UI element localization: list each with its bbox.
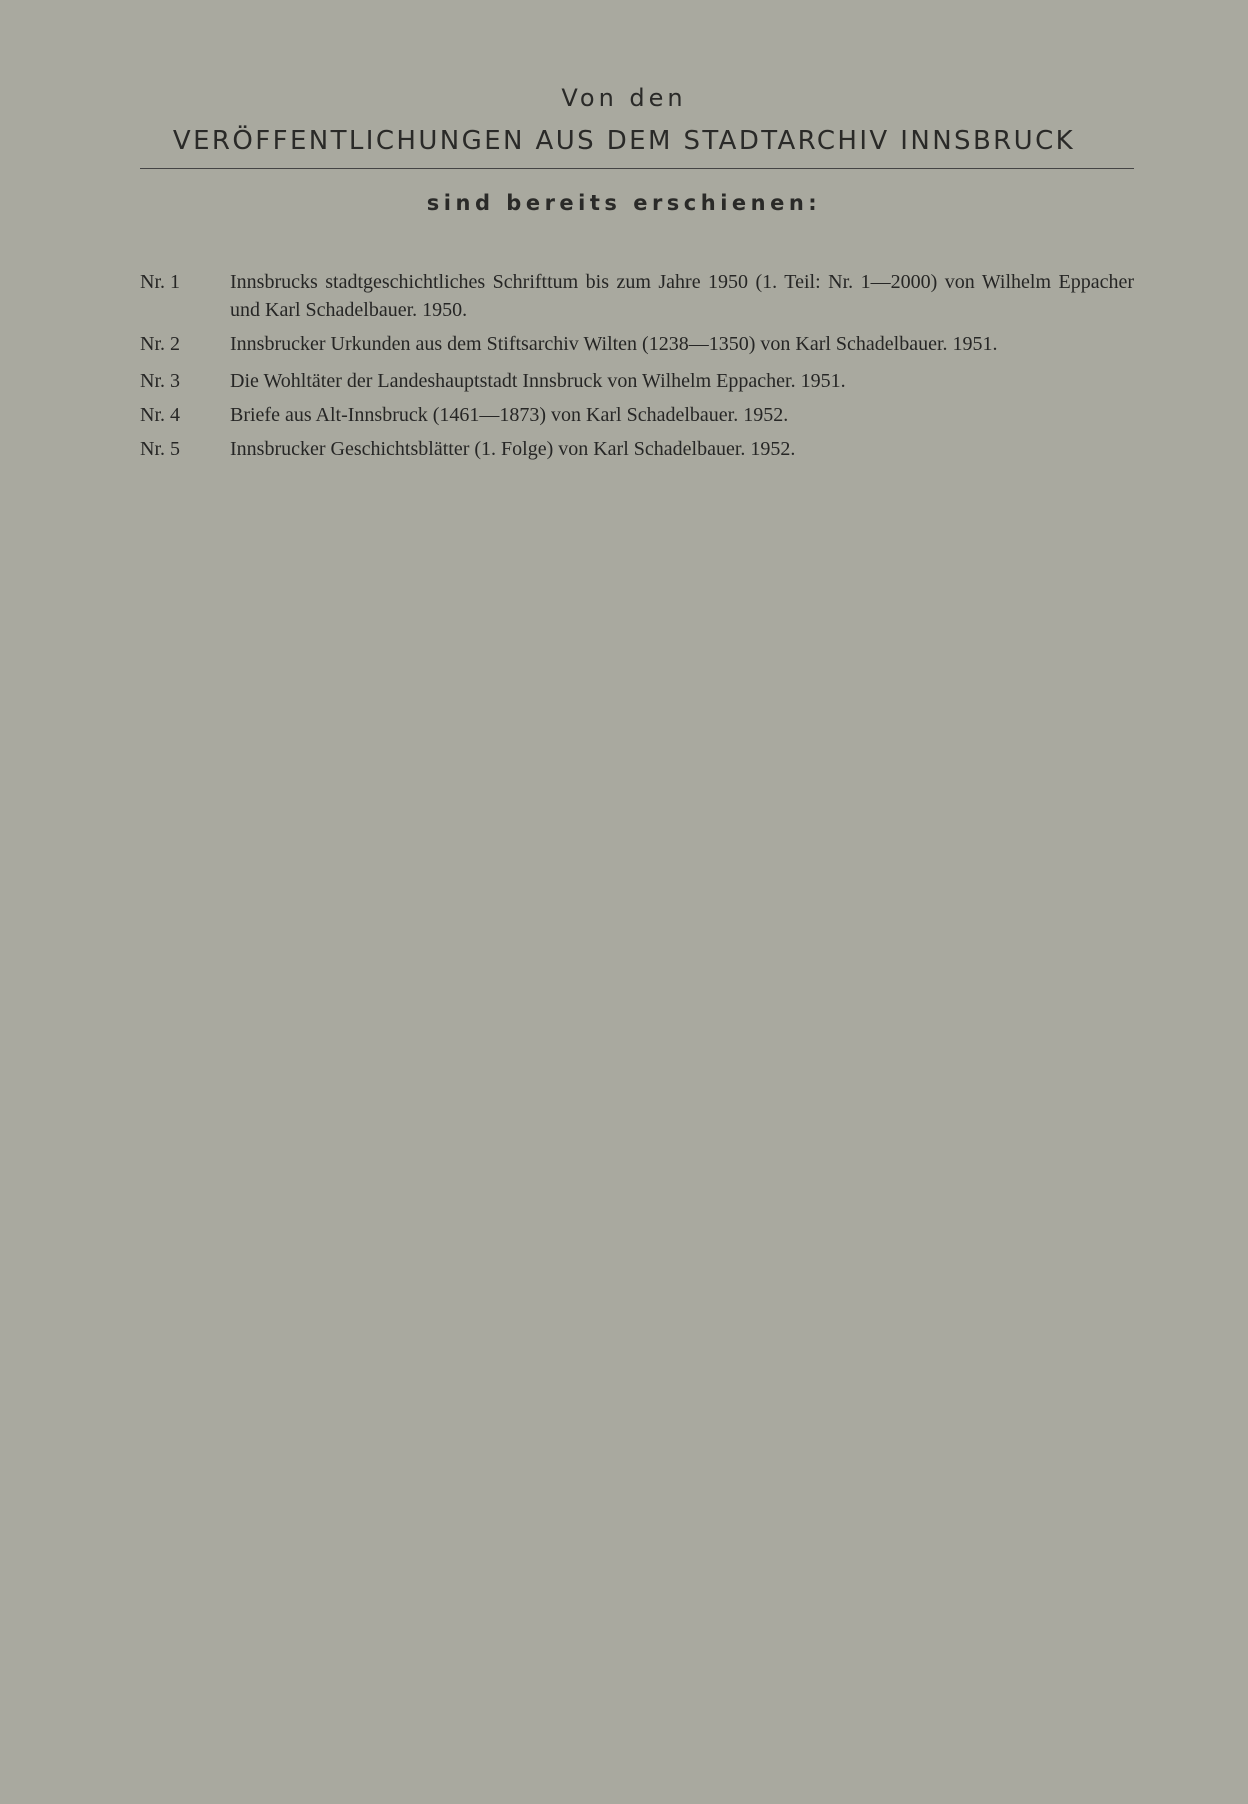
entry-text: Innsbrucker Urkunden aus dem Stiftsarchiv Wilten (1238—1350) von Karl Schadelbauer. 1951.	[230, 333, 998, 355]
entry-number: Nr. 3	[140, 370, 180, 392]
series-subtitle: sind bereits erschienen:	[426, 191, 822, 215]
list-item	[140, 330, 1134, 358]
top-divider	[140, 168, 1134, 169]
entry-text: Die Wohltäter der Landeshauptstadt Innsbruck von Wilhelm Eppacher. 1951.	[230, 370, 846, 392]
publication-list	[140, 268, 1134, 469]
entry-number: Nr. 4	[140, 404, 180, 426]
series-title: VERÖFFENTLICHUNGEN AUS DEM STADTARCHIV INNSBRUCK	[172, 126, 1076, 156]
entry-text: Innsbrucks stadtgeschichtliches Schrifttum bis zum Jahre 1950 (1. Teil: Nr. 1—2000) von Wilhelm Eppacher und Karl Schadelbauer. 1950.	[230, 271, 1134, 321]
intro-line: Von den	[561, 84, 687, 112]
list-item	[140, 401, 1134, 429]
entry-number: Nr. 5	[140, 438, 180, 460]
entry-text: Briefe aus Alt-Innsbruck (1461—1873) von Karl Schadelbauer. 1952.	[230, 404, 789, 426]
entry-number: Nr. 1	[140, 271, 180, 293]
list-item	[140, 435, 1134, 463]
list-item	[140, 268, 1134, 324]
entry-number: Nr. 2	[140, 333, 180, 355]
entry-text: Innsbrucker Geschichtsblätter (1. Folge) von Karl Schadelbauer. 1952.	[230, 438, 796, 460]
list-item	[140, 367, 1134, 395]
